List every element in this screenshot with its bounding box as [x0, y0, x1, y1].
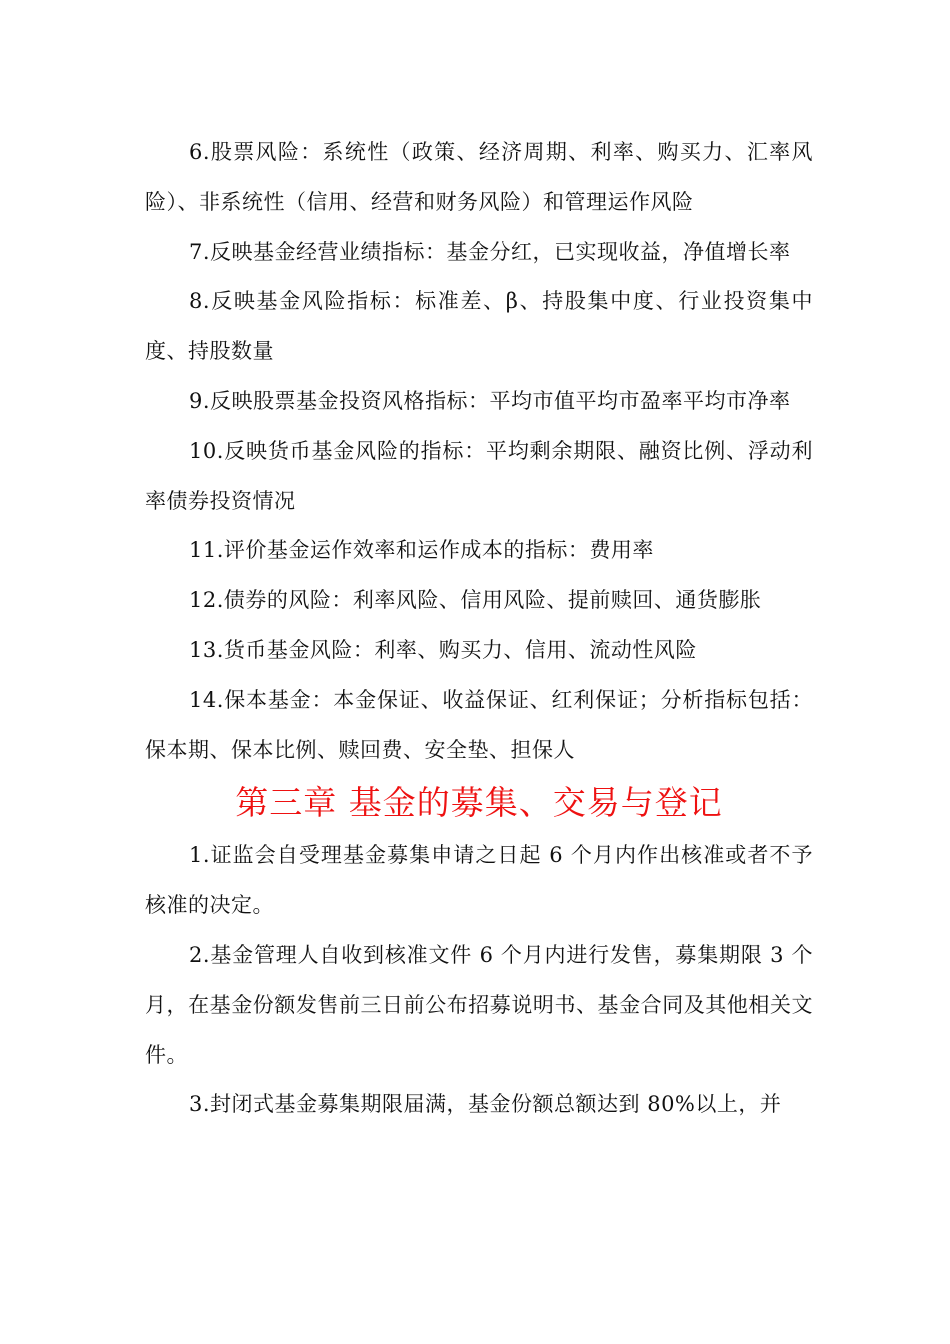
document-body [145, 128, 813, 1130]
paragraph-6-stock-risk: 6.股票风险：系统性（政策、经济周期、利率、购买力、汇率风险）、非系统性（信用、经营和财务风险）和管理运作风险 [145, 140, 813, 214]
paragraph-9-style-indicators: 9.反映股票基金投资风格指标：平均市值平均市盈率平均市净率 [189, 388, 791, 413]
paragraph-13-money-fund-risk: 13.货币基金风险：利率、购买力、信用、流动性风险 [189, 637, 697, 662]
chapter-title: 第三章 基金的募集、交易与登记 [235, 783, 723, 823]
paragraph-8-risk-indicators: 8.反映基金风险指标：标准差、β、持股集中度、行业投资集中度、持股数量 [145, 289, 813, 364]
paragraph-14-guaranteed-fund: 14.保本基金：本金保证、收益保证、红利保证；分析指标包括：保本期、保本比例、赎回费、安全垫、担保人 [145, 687, 813, 762]
paragraph-2-offering: 2.基金管理人自收到核准文件 6 个月内进行发售，募集期限 3 个月，在基金份额发售前三日前公布招募说明书、基金合同及其他相关文件。 [145, 942, 813, 1067]
paragraph-1-approval: 1.证监会自受理基金募集申请之日起 6 个月内作出核准或者不予核准的决定。 [145, 843, 813, 918]
paragraph-11-efficiency-indicators: 11.评价基金运作效率和运作成本的指标：费用率 [189, 538, 654, 563]
paragraph-3-closed-end-fund: 3.封闭式基金募集期限届满，基金份额总额达到 80%以上，并 [189, 1092, 782, 1117]
paragraph-7-performance-indicators: 7.反映基金经营业绩指标：基金分红，已实现收益，净值增长率 [189, 239, 791, 264]
paragraph-12-bond-risk: 12.债券的风险：利率风险、信用风险、提前赎回、通货膨胀 [189, 588, 762, 613]
paragraph-10-money-fund-risk-indicators: 10.反映货币基金风险的指标：平均剩余期限、融资比例、浮动利率债券投资情况 [145, 438, 813, 513]
